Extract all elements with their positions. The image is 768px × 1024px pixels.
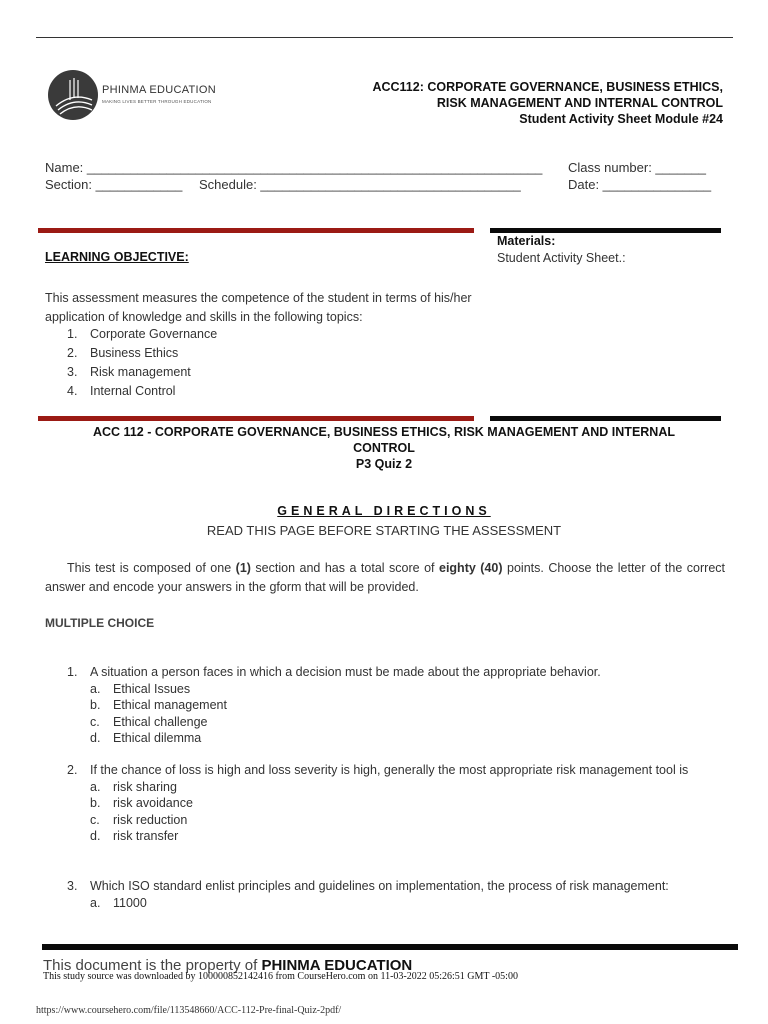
answer-option: d. Ethical dilemma <box>90 731 202 745</box>
question-3: 3. Which ISO standard enlist principles and guidelines on implementation, the process of risk management: a. 11000 <box>67 878 725 911</box>
quiz-title-line3: P3 Quiz 2 <box>355 457 413 471</box>
directions-intro: This test is composed of one (1) section and has a total score of eighty (40) points. Choose the letter of the correct answer and encode your answers in the gform that will be provided. <box>45 561 725 594</box>
top-rule <box>36 37 733 38</box>
learning-objective-title: LEARNING OBJECTIVE: <box>45 250 189 264</box>
phinma-logo <box>46 68 216 124</box>
topic-list <box>67 325 217 401</box>
materials-bottom-bar <box>490 416 721 421</box>
objective-top-bar <box>38 228 474 233</box>
answer-option: a. 11000 <box>90 895 147 910</box>
answer-option: c. risk reduction <box>90 812 188 827</box>
course-title-line1: ACC112: CORPORATE GOVERNANCE, BUSINESS ETHICS, <box>372 80 723 94</box>
materials-title: Materials: <box>497 234 556 248</box>
list-item: 4. Internal Control <box>67 384 176 398</box>
module-title: Student Activity Sheet Module #24 <box>519 112 723 126</box>
answer-option: b. risk avoidance <box>90 796 193 810</box>
answer-option: d. risk transfer <box>90 829 179 843</box>
list-item: 3. Risk management <box>67 365 191 379</box>
learning-objective-text: This assessment measures the competence of the student in terms of his/her application of knowledge and skills in the following topics: <box>45 291 472 324</box>
question-1: 1. A situation a person faces in which a decision must be made about the appropriate behavior. a. Ethical Issues b. Ethical management c. Ethical challenge d. Ethical dilemma <box>67 664 725 747</box>
logo-emblem-icon <box>48 70 98 120</box>
date-field: Date: _______________ <box>568 177 712 192</box>
quiz-title-line2: CONTROL <box>353 441 415 455</box>
materials-top-bar <box>490 228 721 233</box>
logo-name: PHINMA EDUCATION <box>102 84 216 96</box>
source-url[interactable]: https://www.coursehero.com/file/113548660/ACC-112-Pre-final-Quiz-2pdf/ <box>36 1005 342 1016</box>
answer-option: b. Ethical management <box>90 698 227 712</box>
section-field: Section: ____________ <box>45 177 183 192</box>
question-2: 2. If the chance of loss is high and loss severity is high, generally the most appropriate risk management tool is a. risk sharing b. risk avoidance c. risk reduction d. risk transfer <box>67 762 725 845</box>
answer-option: a. risk sharing <box>90 779 177 794</box>
schedule-field: Schedule: ____________________________________ <box>199 177 521 192</box>
logo-tagline: MAKING LIVES BETTER THROUGH EDUCATION <box>102 99 212 104</box>
general-directions-subtitle: READ THIS PAGE BEFORE STARTING THE ASSESSMENT <box>206 523 562 538</box>
footer-bar <box>42 944 738 950</box>
quiz-title-line1: ACC 112 - CORPORATE GOVERNANCE, BUSINESS ETHICS, RISK MANAGEMENT AND INTERNAL <box>93 425 675 439</box>
section-title: MULTIPLE CHOICE <box>45 616 155 630</box>
answer-option: a. Ethical Issues <box>90 681 191 696</box>
materials-value: Student Activity Sheet.: <box>497 251 626 265</box>
general-directions-title: GENERAL DIRECTIONS <box>277 504 491 518</box>
name-field: Name: _______________________________________________________________ <box>45 160 543 175</box>
answer-option: c. Ethical challenge <box>90 714 208 729</box>
class-number-field: Class number: _______ <box>568 160 707 175</box>
list-item: 2. Business Ethics <box>67 346 179 360</box>
course-title-line2: RISK MANAGEMENT AND INTERNAL CONTROL <box>436 96 723 110</box>
objective-bottom-bar <box>38 416 474 421</box>
list-item: 1. Corporate Governance <box>67 327 218 341</box>
download-note: This study source was downloaded by 100000852142416 from CourseHero.com on 11-03-2022 05:26:51 GMT -05:00 <box>43 971 518 982</box>
property-notice: This document is the property of PHINMA EDUCATION <box>43 957 413 974</box>
